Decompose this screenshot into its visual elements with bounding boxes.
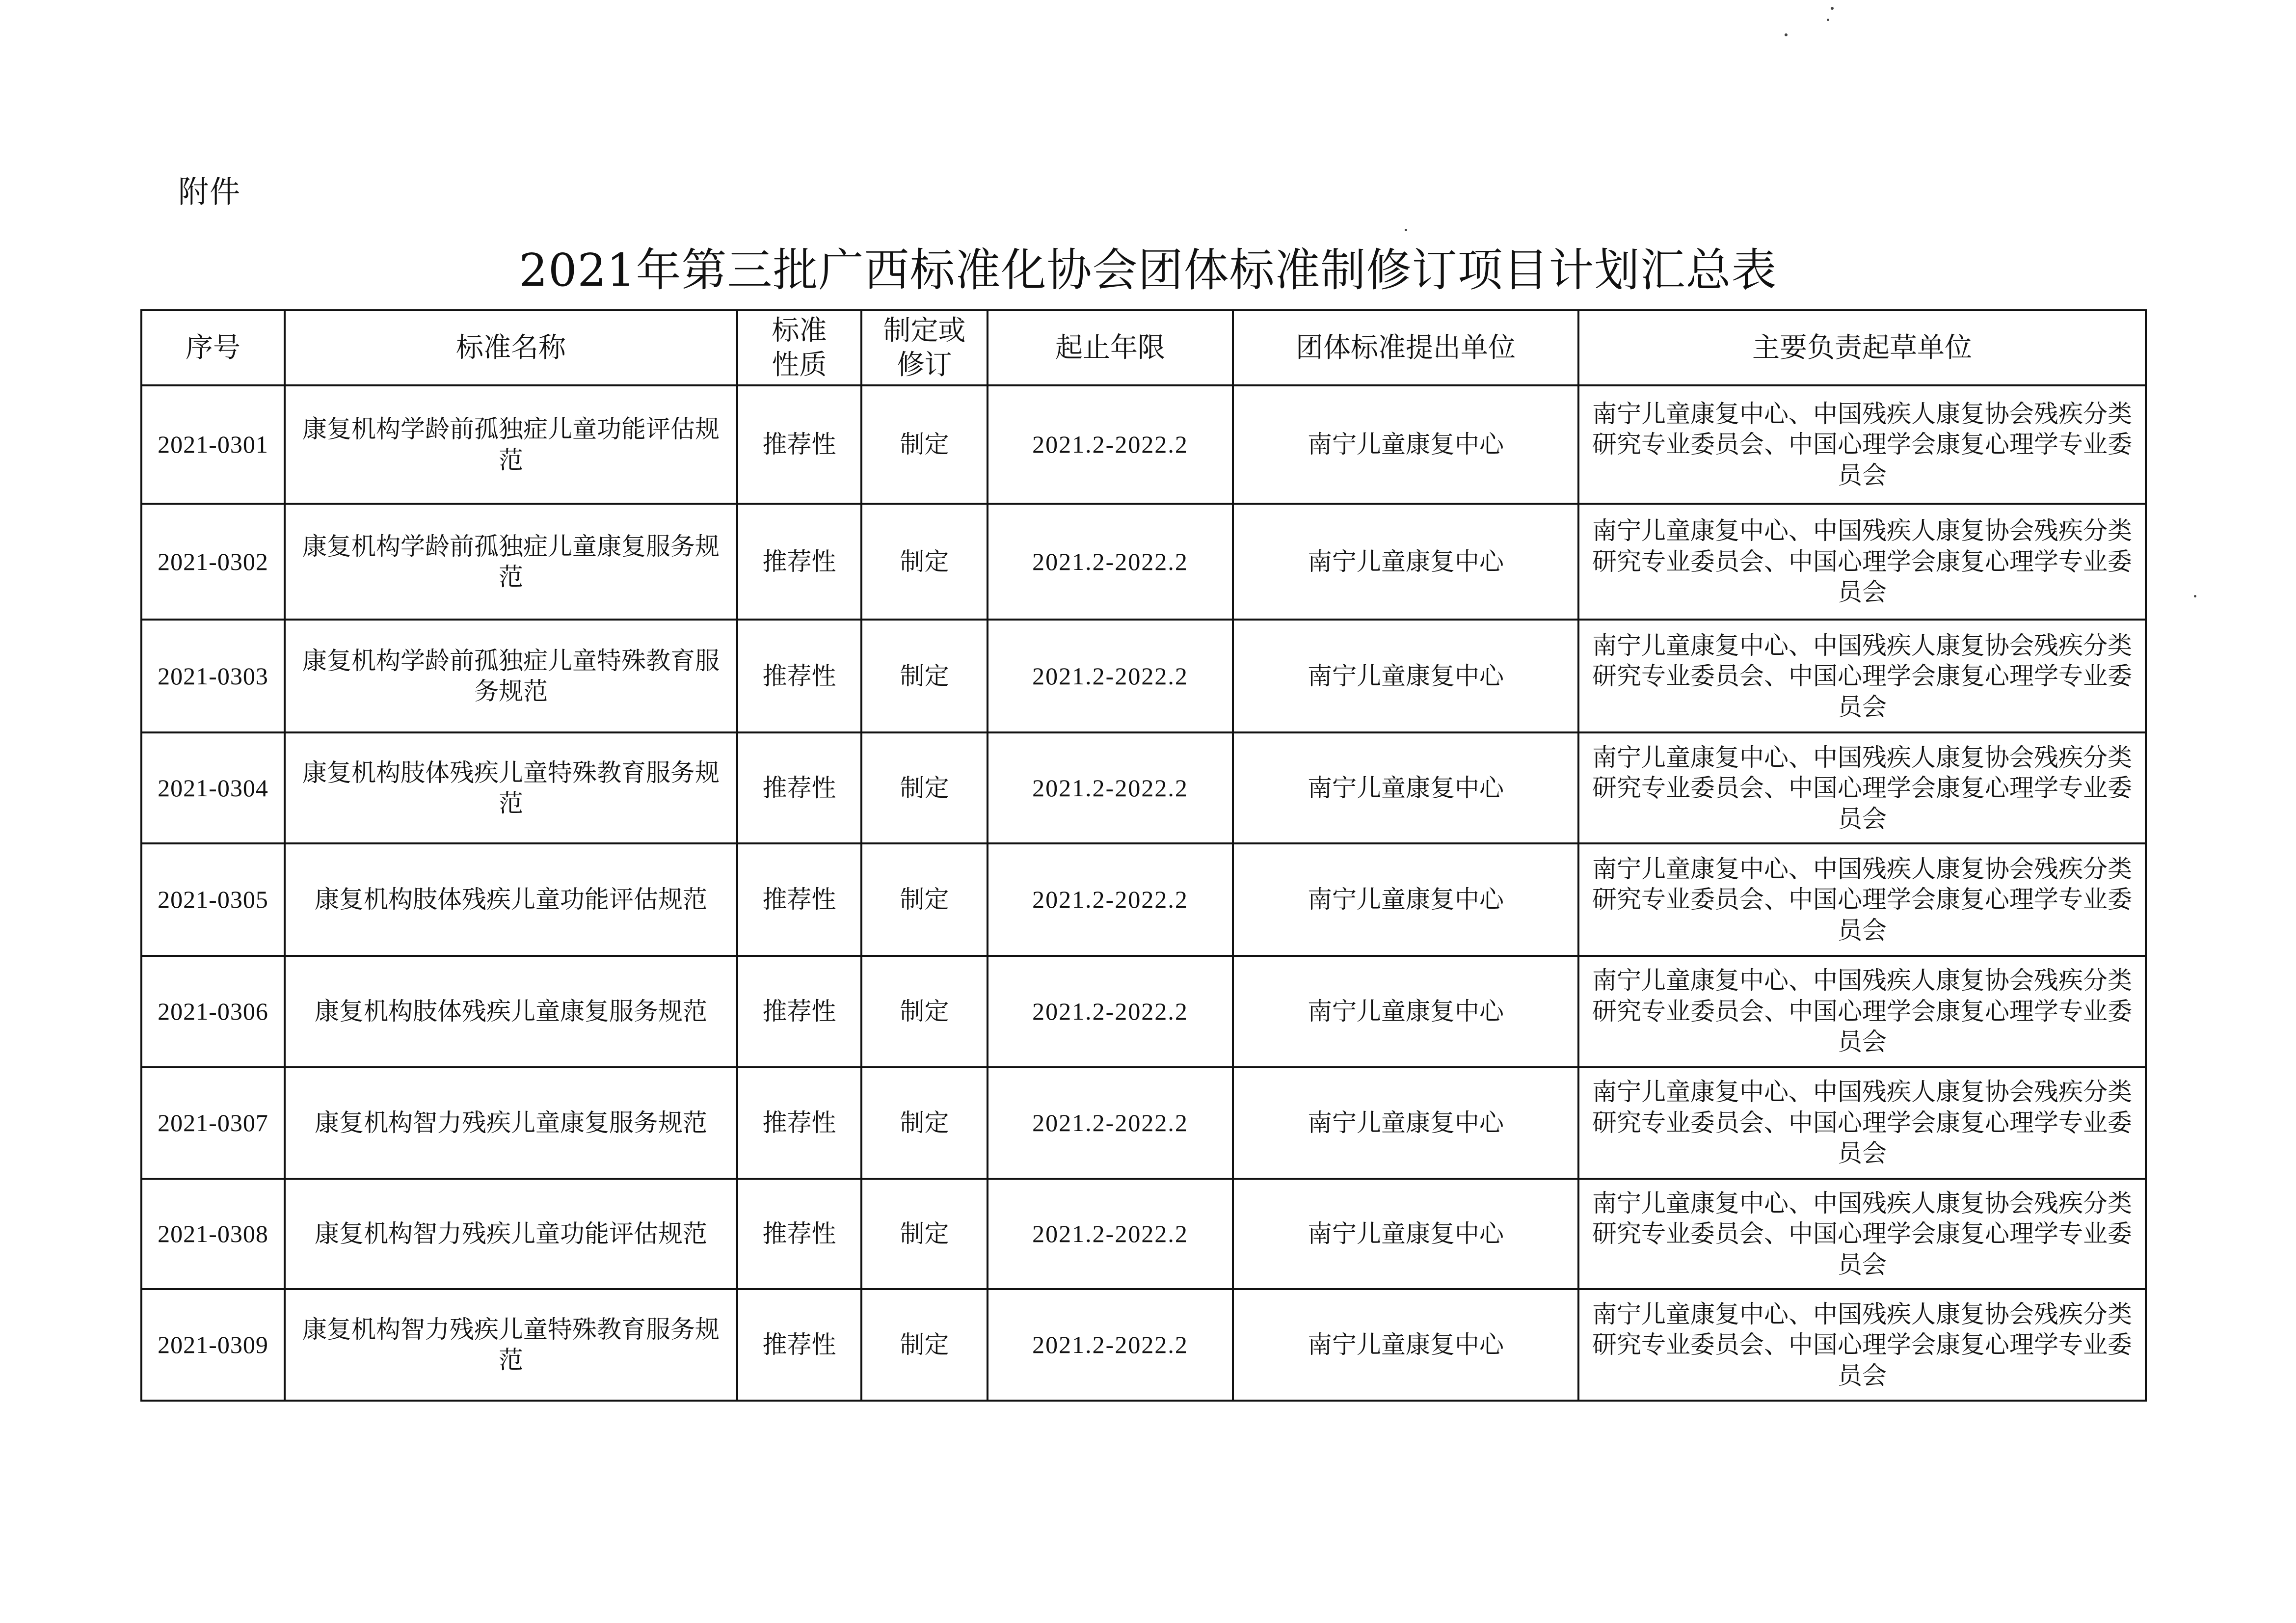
cell-drafter: 南宁儿童康复中心、中国残疾人康复协会残疾分类研究专业委员会、中国心理学会康复心理学专业委员会 — [1578, 956, 2146, 1067]
cell-type: 制定 — [861, 956, 988, 1067]
scan-speck — [1405, 229, 1407, 231]
table-row — [141, 620, 2146, 732]
cell-proposer: 南宁儿童康复中心 — [1233, 1067, 1578, 1179]
cell-name: 康复机构学龄前孤独症儿童特殊教育服务规范 — [285, 620, 737, 732]
cell-code: 2021-0302 — [141, 504, 285, 620]
cell-name: 康复机构学龄前孤独症儿童康复服务规范 — [285, 504, 737, 620]
cell-name: 康复机构肢体残疾儿童康复服务规范 — [285, 956, 737, 1067]
cell-type: 制定 — [861, 1067, 988, 1179]
cell-code: 2021-0303 — [141, 620, 285, 732]
cell-type: 制定 — [861, 1289, 988, 1401]
cell-drafter: 南宁儿童康复中心、中国残疾人康复协会残疾分类研究专业委员会、中国心理学会康复心理学专业委员会 — [1578, 1067, 2146, 1179]
cell-code: 2021-0308 — [141, 1179, 285, 1289]
cell-proposer: 南宁儿童康复中心 — [1233, 956, 1578, 1067]
cell-name: 康复机构肢体残疾儿童功能评估规范 — [285, 843, 737, 955]
cell-nature: 推荐性 — [737, 1179, 861, 1289]
scan-speck — [2194, 595, 2196, 597]
cell-period: 2021.2-2022.2 — [988, 504, 1233, 620]
header-drafter: 主要负责起草单位 — [1578, 310, 2146, 385]
cell-period: 2021.2-2022.2 — [988, 1067, 1233, 1179]
cell-type: 制定 — [861, 385, 988, 504]
cell-name: 康复机构智力残疾儿童康复服务规范 — [285, 1067, 737, 1179]
header-type: 制定或 修订 — [861, 310, 988, 385]
scan-speck — [1831, 7, 1834, 10]
table-row — [141, 1289, 2146, 1401]
table-row — [141, 1067, 2146, 1179]
cell-drafter: 南宁儿童康复中心、中国残疾人康复协会残疾分类研究专业委员会、中国心理学会康复心理学专业委员会 — [1578, 385, 2146, 504]
cell-proposer: 南宁儿童康复中心 — [1233, 385, 1578, 504]
cell-drafter: 南宁儿童康复中心、中国残疾人康复协会残疾分类研究专业委员会、中国心理学会康复心理学专业委员会 — [1578, 1289, 2146, 1401]
header-code: 序号 — [141, 310, 285, 385]
table-row — [141, 504, 2146, 620]
cell-period: 2021.2-2022.2 — [988, 732, 1233, 843]
cell-nature: 推荐性 — [737, 504, 861, 620]
cell-code: 2021-0306 — [141, 956, 285, 1067]
cell-nature: 推荐性 — [737, 732, 861, 843]
cell-code: 2021-0305 — [141, 843, 285, 955]
document-title: 2021年第三批广西标准化协会团体标准制修订项目计划汇总表 — [519, 244, 1777, 297]
header-proposer: 团体标准提出单位 — [1233, 310, 1578, 385]
cell-type: 制定 — [861, 620, 988, 732]
cell-nature: 推荐性 — [737, 956, 861, 1067]
cell-nature: 推荐性 — [737, 385, 861, 504]
scan-speck — [1827, 19, 1829, 21]
cell-nature: 推荐性 — [737, 1289, 861, 1401]
table-row — [141, 385, 2146, 504]
table-header-row — [141, 310, 2146, 385]
cell-code: 2021-0304 — [141, 732, 285, 843]
project-plan-table — [140, 309, 2147, 1402]
cell-name: 康复机构肢体残疾儿童特殊教育服务规范 — [285, 732, 737, 843]
attachment-label: 附件 — [178, 174, 241, 210]
cell-type: 制定 — [861, 1179, 988, 1289]
table-row — [141, 732, 2146, 843]
cell-code: 2021-0307 — [141, 1067, 285, 1179]
cell-proposer: 南宁儿童康复中心 — [1233, 843, 1578, 955]
cell-code: 2021-0309 — [141, 1289, 285, 1401]
cell-drafter: 南宁儿童康复中心、中国残疾人康复协会残疾分类研究专业委员会、中国心理学会康复心理学专业委员会 — [1578, 504, 2146, 620]
header-name: 标准名称 — [285, 310, 737, 385]
cell-period: 2021.2-2022.2 — [988, 843, 1233, 955]
cell-drafter: 南宁儿童康复中心、中国残疾人康复协会残疾分类研究专业委员会、中国心理学会康复心理学专业委员会 — [1578, 732, 2146, 843]
cell-nature: 推荐性 — [737, 843, 861, 955]
cell-period: 2021.2-2022.2 — [988, 620, 1233, 732]
table-row — [141, 1179, 2146, 1289]
cell-drafter: 南宁儿童康复中心、中国残疾人康复协会残疾分类研究专业委员会、中国心理学会康复心理学专业委员会 — [1578, 843, 2146, 955]
cell-proposer: 南宁儿童康复中心 — [1233, 620, 1578, 732]
cell-type: 制定 — [861, 843, 988, 955]
cell-type: 制定 — [861, 504, 988, 620]
cell-nature: 推荐性 — [737, 620, 861, 732]
cell-name: 康复机构智力残疾儿童功能评估规范 — [285, 1179, 737, 1289]
header-period: 起止年限 — [988, 310, 1233, 385]
cell-period: 2021.2-2022.2 — [988, 956, 1233, 1067]
cell-drafter: 南宁儿童康复中心、中国残疾人康复协会残疾分类研究专业委员会、中国心理学会康复心理学专业委员会 — [1578, 1179, 2146, 1289]
scan-speck — [1785, 33, 1788, 36]
cell-name: 康复机构智力残疾儿童特殊教育服务规范 — [285, 1289, 737, 1401]
cell-drafter: 南宁儿童康复中心、中国残疾人康复协会残疾分类研究专业委员会、中国心理学会康复心理学专业委员会 — [1578, 620, 2146, 732]
table-row — [141, 956, 2146, 1067]
cell-proposer: 南宁儿童康复中心 — [1233, 732, 1578, 843]
cell-type: 制定 — [861, 732, 988, 843]
cell-name: 康复机构学龄前孤独症儿童功能评估规范 — [285, 385, 737, 504]
cell-proposer: 南宁儿童康复中心 — [1233, 504, 1578, 620]
cell-period: 2021.2-2022.2 — [988, 1179, 1233, 1289]
cell-code: 2021-0301 — [141, 385, 285, 504]
header-nature: 标准 性质 — [737, 310, 861, 385]
cell-proposer: 南宁儿童康复中心 — [1233, 1179, 1578, 1289]
cell-period: 2021.2-2022.2 — [988, 1289, 1233, 1401]
cell-proposer: 南宁儿童康复中心 — [1233, 1289, 1578, 1401]
table-row — [141, 843, 2146, 955]
cell-period: 2021.2-2022.2 — [988, 385, 1233, 504]
cell-nature: 推荐性 — [737, 1067, 861, 1179]
